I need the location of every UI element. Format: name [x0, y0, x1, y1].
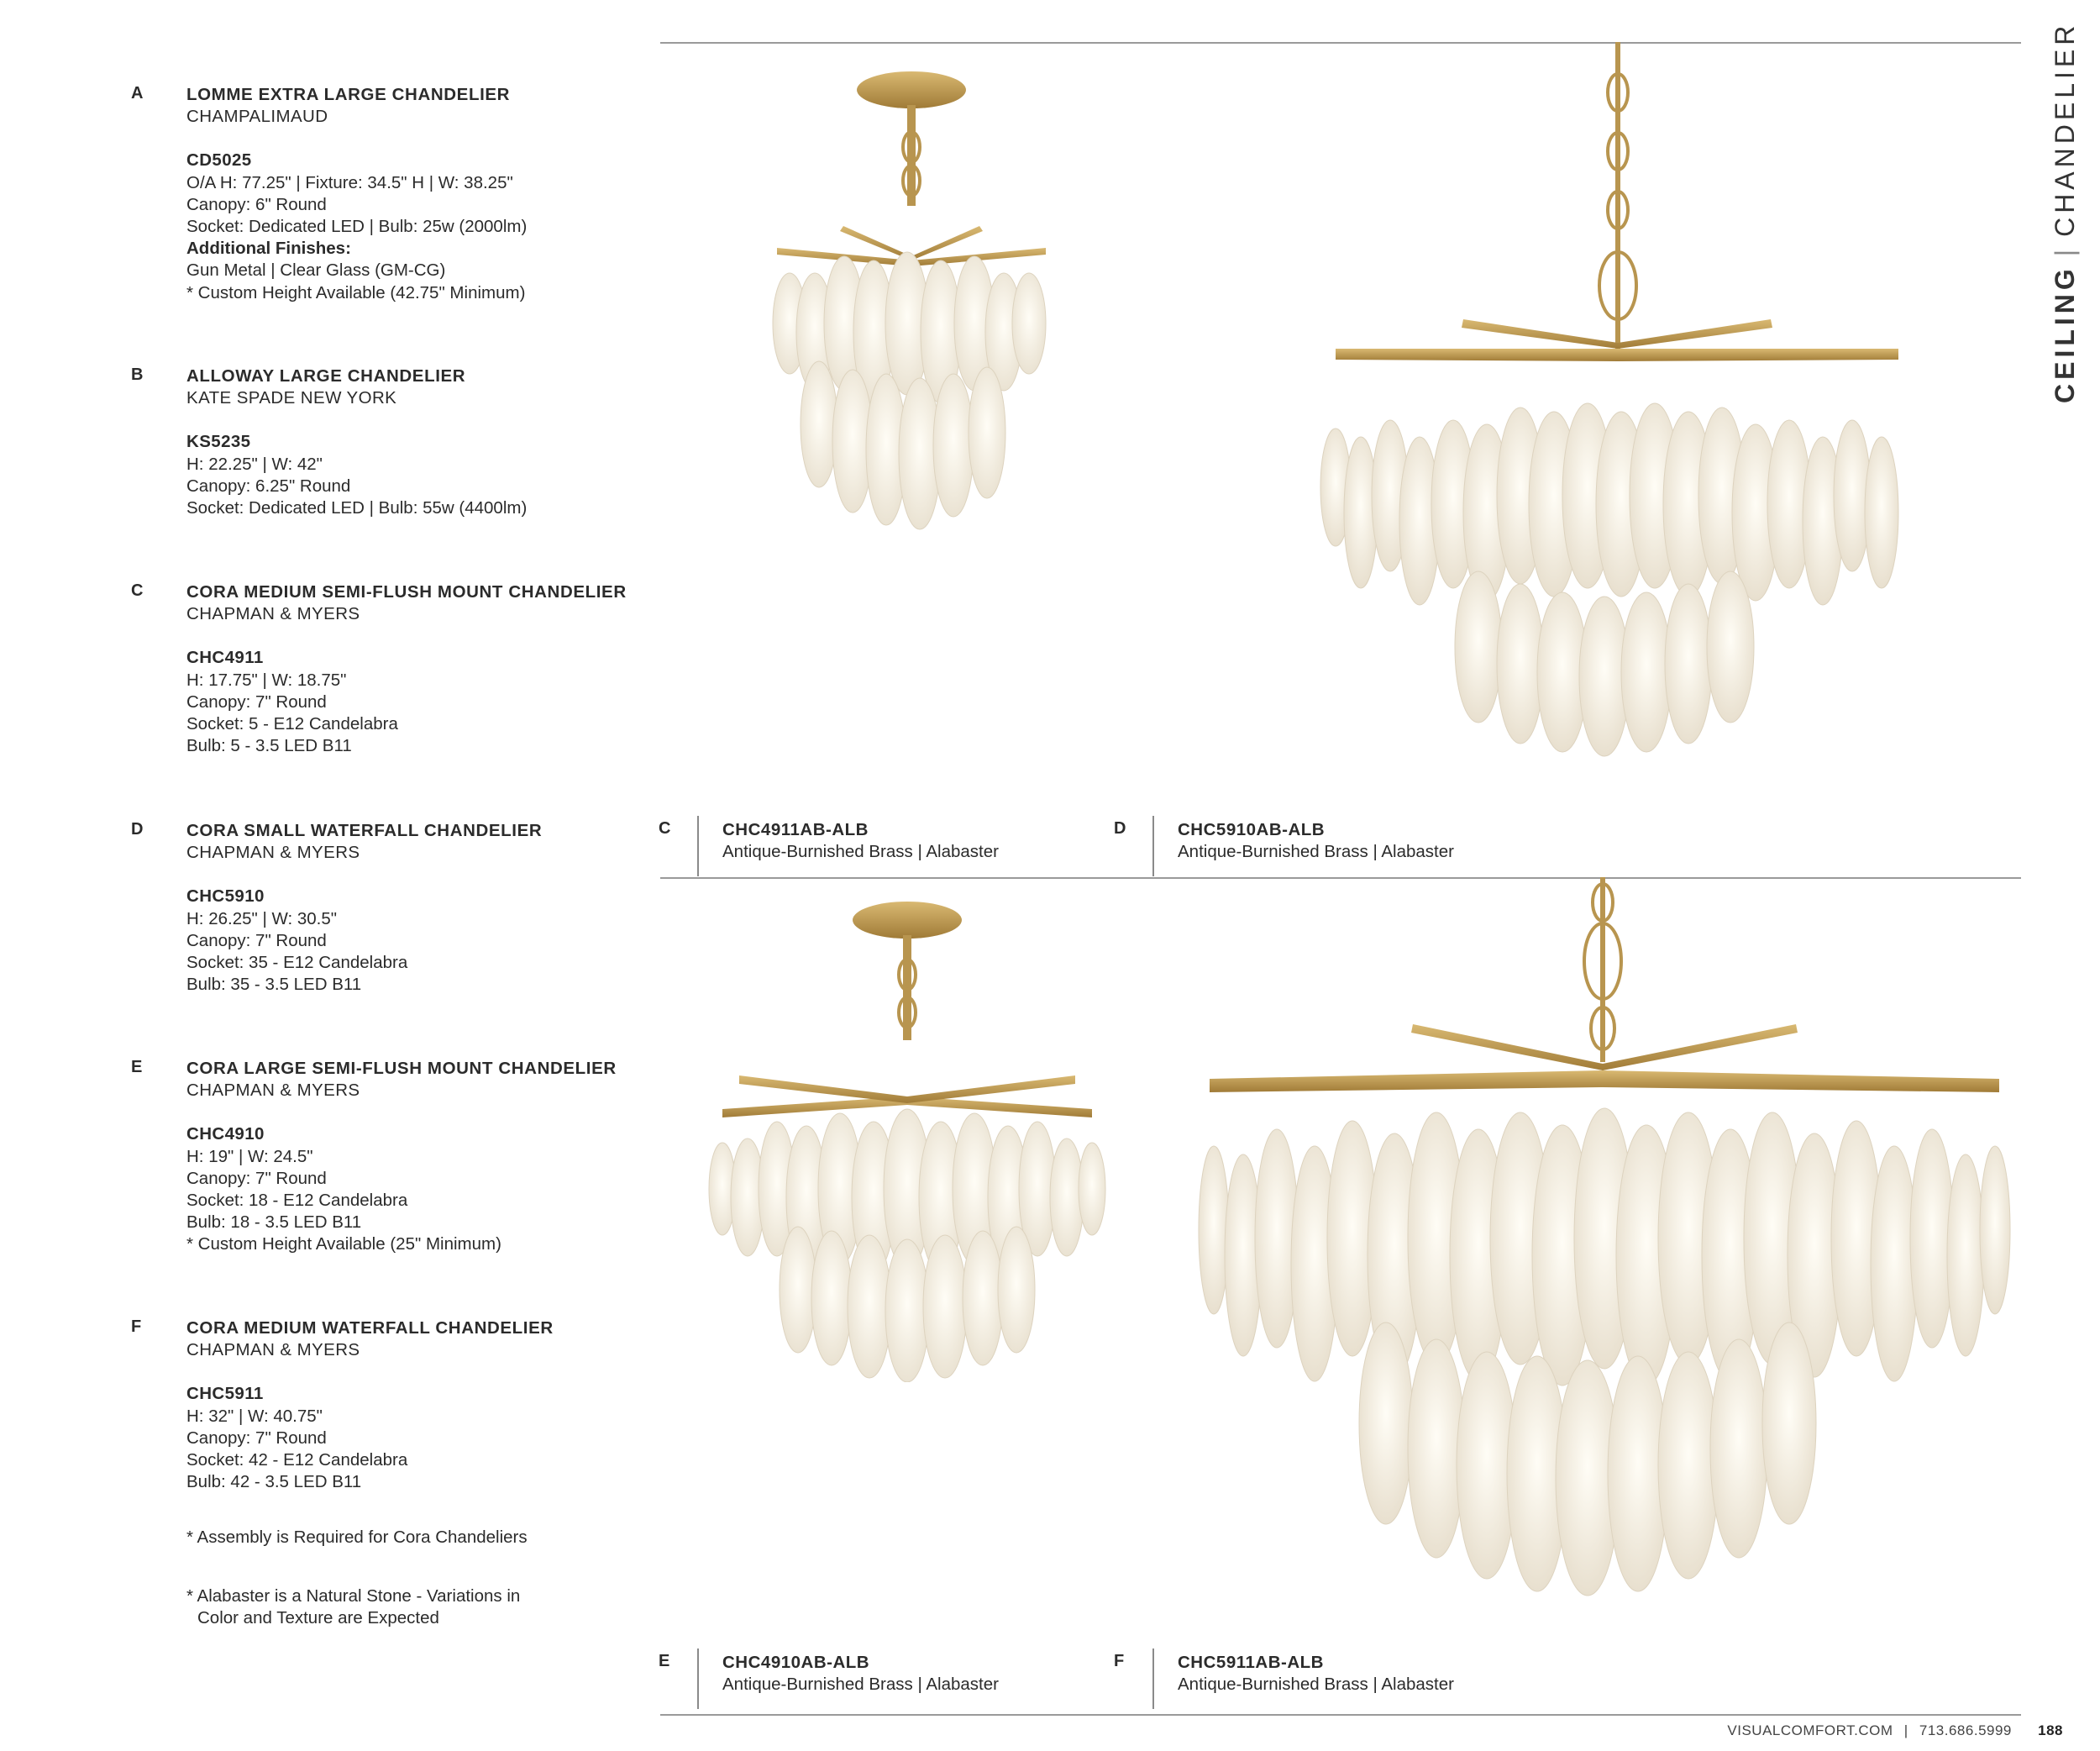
product-sku: KS5235	[186, 432, 251, 452]
alabaster-note	[186, 1585, 606, 1629]
product-photo-c	[739, 55, 1092, 550]
product-name: CORA SMALL WATERFALL CHANDELIER	[186, 821, 543, 840]
section-label	[2050, 22, 2081, 403]
spec-line: Socket: 42 - E12 Candelabra	[186, 1450, 408, 1470]
spec-line: * Custom Height Available (25" Minimum)	[186, 1234, 501, 1254]
caption-letter: F	[1114, 1652, 1125, 1670]
product-sku: CHC4910	[186, 1124, 265, 1144]
spec-line: Gun Metal | Clear Glass (GM-CG)	[186, 260, 446, 281]
caption-divider	[1152, 1648, 1154, 1709]
spec-letter: B	[131, 365, 144, 384]
spec-line: Canopy: 7" Round	[186, 1428, 327, 1448]
caption-finish: Antique-Burnished Brass | Alabaster	[1178, 1675, 1454, 1695]
spec-line: Socket: 18 - E12 Candelabra	[186, 1191, 408, 1211]
spec-line: Canopy: 6.25" Round	[186, 476, 351, 496]
caption-body	[1178, 1652, 1454, 1696]
spec-letter: D	[131, 820, 144, 839]
spec-line: Socket: 5 - E12 Candelabra	[186, 714, 398, 734]
spec-line: * Custom Height Available (42.75" Minimum)	[186, 282, 526, 302]
caption-divider	[697, 816, 699, 876]
product-photo-d	[1310, 42, 1915, 765]
spec-line: Canopy: 7" Round	[186, 691, 327, 712]
page-footer	[1727, 1722, 2063, 1739]
caption-divider	[1152, 816, 1154, 876]
product-brand: CHAPMAN & MYERS	[186, 1081, 360, 1101]
spec-body	[186, 1058, 724, 1256]
spec-line: Canopy: 7" Round	[186, 930, 327, 950]
section-label-separator: |	[2050, 245, 2080, 257]
product-name: ALLOWAY LARGE CHANDELIER	[186, 366, 466, 386]
finishes-heading: Additional Finishes:	[186, 239, 351, 259]
caption-body	[722, 1652, 999, 1696]
caption-sku: CHC5910AB-ALB	[1178, 820, 1326, 839]
spec-body	[186, 820, 724, 996]
bottom-rule	[660, 1714, 2021, 1716]
spec-line: H: 22.25" | W: 42"	[186, 454, 323, 474]
product-name: CORA LARGE SEMI-FLUSH MOUNT CHANDELIER	[186, 1059, 617, 1078]
spec-letter: F	[131, 1317, 142, 1336]
alabaster-note-line: Color and Texture are Expected	[197, 1608, 439, 1628]
product-sku: CD5025	[186, 150, 252, 171]
spec-body	[186, 84, 724, 304]
footer-separator: |	[1903, 1722, 1908, 1738]
product-sku: CHC4911	[186, 648, 264, 668]
product-sku: CHC5911	[186, 1384, 264, 1404]
section-label-rest: CHANDELIER	[2050, 21, 2080, 237]
spec-line: Bulb: 5 - 3.5 LED B11	[186, 736, 352, 756]
section-label-bold: CEILING	[2050, 265, 2080, 403]
caption-letter: C	[659, 819, 671, 838]
product-brand: CHAPMAN & MYERS	[186, 843, 360, 863]
spec-letter: A	[131, 84, 144, 103]
caption-letter: E	[659, 1652, 670, 1670]
caption-finish: Antique-Burnished Brass | Alabaster	[722, 1675, 999, 1695]
spec-letter: C	[131, 581, 144, 600]
spec-line: H: 32" | W: 40.75"	[186, 1406, 323, 1426]
product-photo-f	[1193, 877, 2024, 1625]
spec-letter: E	[131, 1058, 143, 1076]
caption-finish: Antique-Burnished Brass | Alabaster	[722, 842, 999, 862]
spec-line: Socket: 35 - E12 Candelabra	[186, 953, 408, 973]
spec-line: Bulb: 42 - 3.5 LED B11	[186, 1472, 362, 1492]
spec-line: Canopy: 6" Round	[186, 194, 327, 214]
caption-sku: CHC4910AB-ALB	[722, 1653, 870, 1672]
product-name: LOMME EXTRA LARGE CHANDELIER	[186, 85, 511, 104]
product-brand: CHAPMAN & MYERS	[186, 1340, 360, 1360]
spec-body	[186, 365, 724, 519]
footer-phone: 713.686.5999	[1919, 1722, 2012, 1738]
product-sku: CHC5910	[186, 886, 265, 907]
product-name: CORA MEDIUM SEMI-FLUSH MOUNT CHANDELIER	[186, 582, 627, 602]
product-photo-e	[706, 895, 1126, 1382]
caption-sku: CHC5911AB-ALB	[1178, 1653, 1324, 1672]
alabaster-note-line: * Alabaster is a Natural Stone - Variations in	[186, 1586, 521, 1606]
page-number: 188	[2038, 1722, 2063, 1738]
spec-line: H: 26.25" | W: 30.5"	[186, 908, 338, 928]
spec-body	[186, 581, 724, 757]
caption-letter: D	[1114, 819, 1126, 838]
spec-body	[186, 1317, 724, 1493]
spec-line: O/A H: 77.25" | Fixture: 34.5" H | W: 38.25"	[186, 172, 513, 192]
spec-line: H: 17.75" | W: 18.75"	[186, 670, 347, 690]
spec-line: Canopy: 7" Round	[186, 1168, 327, 1188]
spec-line: Socket: Dedicated LED | Bulb: 55w (4400lm)	[186, 498, 528, 518]
spec-line: H: 19" | W: 24.5"	[186, 1146, 313, 1166]
caption-body	[722, 819, 999, 863]
spec-line: Socket: Dedicated LED | Bulb: 25w (2000lm)	[186, 217, 528, 237]
spec-line: Bulb: 18 - 3.5 LED B11	[186, 1212, 362, 1233]
product-brand: KATE SPADE NEW YORK	[186, 388, 397, 408]
caption-sku: CHC4911AB-ALB	[722, 820, 869, 839]
product-brand: CHAMPALIMAUD	[186, 107, 328, 127]
spec-line: Bulb: 35 - 3.5 LED B11	[186, 975, 362, 995]
product-name: CORA MEDIUM WATERFALL CHANDELIER	[186, 1318, 554, 1338]
footer-website[interactable]: VISUALCOMFORT.COM	[1727, 1722, 1893, 1738]
caption-finish: Antique-Burnished Brass | Alabaster	[1178, 842, 1454, 862]
assembly-note: * Assembly is Required for Cora Chandeliers	[186, 1528, 528, 1547]
caption-divider	[697, 1648, 699, 1709]
caption-body	[1178, 819, 1454, 863]
product-brand: CHAPMAN & MYERS	[186, 604, 360, 624]
